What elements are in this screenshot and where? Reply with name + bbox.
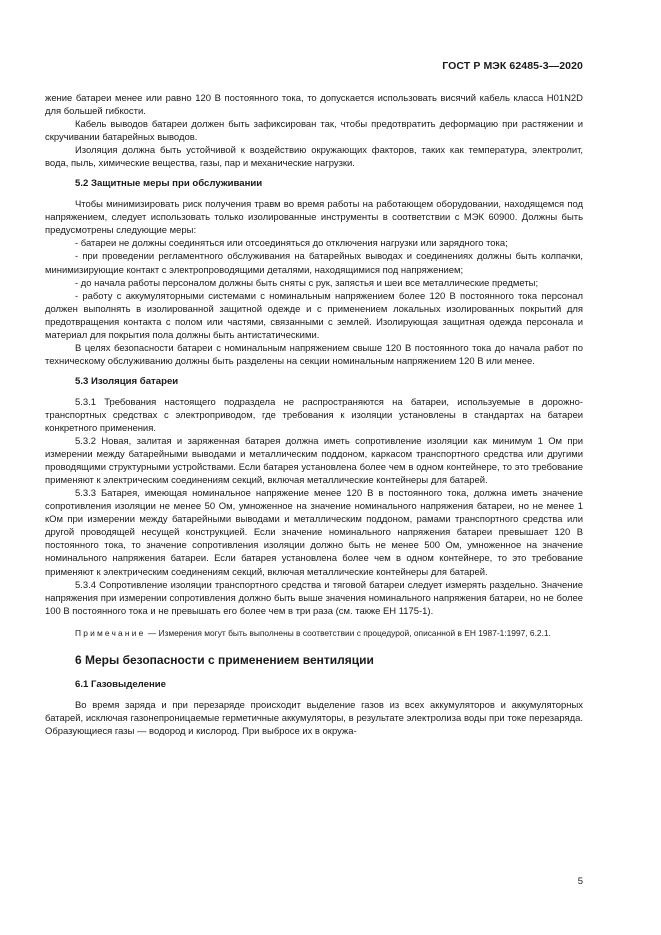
section-6-1-title: 6.1 Газовыделение: [75, 678, 167, 690]
paragraph-sectioning: В целях безопасности батареи с номинальным напряжением свыше 120 В постоянного тока до начала работ по техническому обслуживанию должны быть разделены на секции номинальным напряжением 120 В или менее.: [45, 342, 583, 367]
continued-paragraph: жение батареи менее или равно 120 В постоянного тока, то допускается использовать висячий кабель класса H01N2D для большей гибкости.: [45, 93, 583, 118]
paragraph-5-3-1: 5.3.1 Требования настоящего подраздела не распространяются на батареи, используемые в дорожно-транспортных средствах с электроприводом, где требования к изоляции установлены в стандартах на батареи конкретного применения.: [45, 396, 583, 434]
section-5-3-title: 5.3 Изоляция батареи: [75, 375, 179, 387]
list-item-protective-clothing: - работу с аккумуляторными системами с номинальным напряжением более 120 В постоянного тока персонал должен выполнять в изолированной защитной одежде и с применением локальных изолированных покрытий для предотвращения контакта с полом или частями, связанными с землей. Изолирующая защитная одежда персонала и материал для покрытия пола должны быть антистатическими.: [45, 290, 583, 341]
list-item-caps: - при проведении регламентного обслуживания на батарейных выводах и соединениях должны быть колпачки, минимизирующие контакт с электропроводящими деталями, находящимися под напряжением;: [45, 251, 583, 276]
paragraph-5-2-intro: Чтобы минимизировать риск получения травм во время работы на работающем оборудовании, находящемся под напряжением, следует использовать только изолированные инструменты в соответствии с МЭК 60900. Должны быть предусмотрены следующие меры:: [45, 199, 583, 237]
note-text: — Измерения могут быть выполнены в соответствии с процедурой, описанной в ЕН 1987-1:1997, 6.2.1.: [145, 627, 551, 638]
section-6-title: 6 Меры безопасности с применением вентиляции: [75, 652, 374, 667]
note-label: Примечание: [75, 627, 146, 638]
section-5-2-title: 5.2 Защитные меры при обслуживании: [75, 178, 263, 190]
note: [45, 627, 583, 639]
page-content: [45, 92, 583, 738]
list-item-disconnect: - батареи не должны соединяться или отсоединяться до отключения нагрузки или зарядного тока;: [75, 238, 508, 250]
paragraph-insulation-resistance: Изоляция должна быть устойчивой к воздействию окружающих факторов, таких как температура, электролит, вода, пыль, химические вещества, газы, пар и механические нагрузки.: [45, 145, 583, 170]
paragraph-cable-fixing: Кабель выводов батареи должен быть зафиксирован так, чтобы предотвратить деформацию при растяжении и скручивании батарейных выводов.: [45, 119, 583, 144]
paragraph-5-3-4: 5.3.4 Сопротивление изоляции транспортного средства и тяговой батареи следует измерять раздельно. Значение напряжения при измерении сопротивления должно быть выше значения номинального напряжения батареи, но не более 100 В постоянного тока и не превышать его более чем в три раза (см. также ЕН 1175-1).: [45, 579, 583, 617]
paragraph-5-3-2: 5.3.2 Новая, залитая и заряженная батарея должна иметь сопротивление изоляции как минимум 1 Ом при измерении между батарейными выводами и металлическим поддоном, каркасом транспортного средства или другими проводящими структурными устройствами. Если батарея установлена более чем в одном контейнере, то это требование применяют к электрическим соединениям секций, включая металлические контейнеры для батарей.: [45, 436, 583, 487]
standard-code-header: ГОСТ Р МЭК 62485-3—2020: [442, 60, 583, 72]
page-number: 5: [577, 876, 583, 887]
paragraph-6-1: Во время заряда и при перезаряде происходит выделение газов из всех аккумуляторов и аккумуляторных батарей, исключая газонепроницаемые герметичные аккумуляторы, в результате электролиза воды при токе перезаряда. Образующиеся газы — водород и кислород. При выбросе их в окружа-: [45, 699, 583, 737]
list-item-metal-objects: - до начала работы персоналом должны быть сняты с рук, запястья и шеи все металлические предметы;: [75, 277, 539, 289]
paragraph-5-3-3: 5.3.3 Батарея, имеющая номинальное напряжение менее 120 В в постоянного тока, должна иметь значение сопротивления изоляции не менее 50 Ом, умноженное на значение номинального напряжения батареи, но не менее 1 кОм при измерении между батарейными выводами и металлическим поддоном, рамами транспортного средства или другой проводящей несущей конструкцией. Если значение номинального напряжения батареи превышает 120 В постоянного тока, то значение сопротивления изоляции должно быть не менее 500 Ом, умноженное на значение номинального напряжения батареи. Если батарея установлена более чем в одном контейнере, то это требование применяют к электрическим соединениям секций, включая металлические контейнеры для батарей.: [45, 488, 583, 578]
